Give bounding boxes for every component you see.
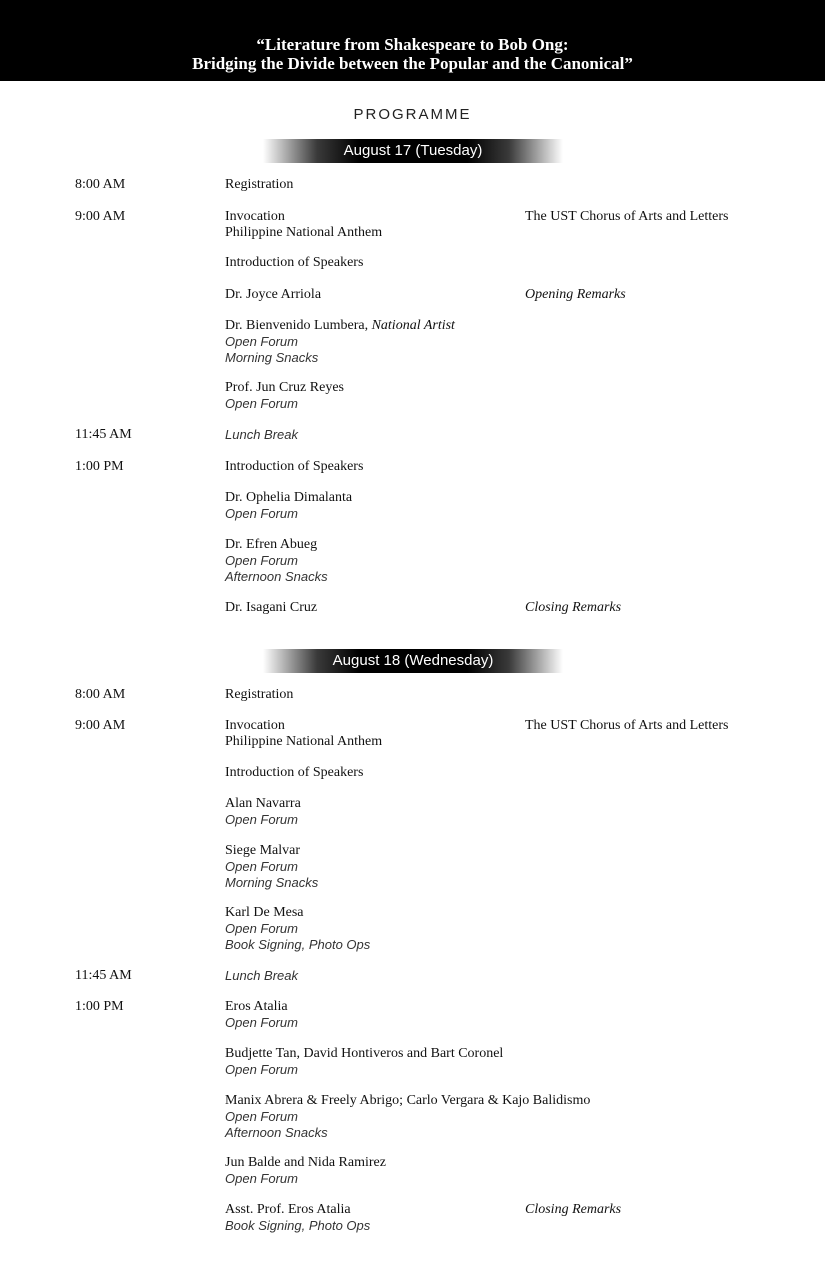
- day2-lunch-label: Lunch Break: [225, 968, 298, 983]
- day1-dimalanta-name: Dr. Ophelia Dimalanta: [225, 490, 353, 505]
- day1-registration: Registration: [225, 177, 294, 192]
- day2-demesa-name: Karl De Mesa: [225, 905, 304, 920]
- day1-lumbera-forum: Open Forum: [225, 334, 298, 349]
- day1-abueg-name: Dr. Efren Abueg: [225, 537, 318, 552]
- day1-lunch: [225, 427, 298, 443]
- day1-chorus: The UST Chorus of Arts and Letters: [525, 209, 729, 224]
- title-line-2: Bridging the Divide between the Popular and the Canonical”: [192, 54, 633, 73]
- day1-lumbera-title: National Artist: [371, 318, 455, 333]
- day2-demesa: [225, 905, 370, 952]
- day2-time-invocation: 9:00 AM: [75, 718, 126, 733]
- day2-abrera-group-names: Manix Abrera & Freely Abrigo; Carlo Vergara & Kajo Balidismo: [225, 1093, 591, 1108]
- day2-heading: August 18 (Wednesday): [263, 649, 563, 673]
- day1-reyes-forum: Open Forum: [225, 396, 298, 411]
- day2-abrera-group: [225, 1093, 590, 1140]
- day1-lumbera-name: Dr. Bienvenido Lumbera,: [225, 318, 372, 333]
- day2-demesa-signing: Book Signing, Photo Ops: [225, 936, 371, 952]
- day2-time-lunch: 11:45 AM: [75, 968, 132, 983]
- day2-atalia-forum: Open Forum: [225, 1015, 298, 1030]
- day1-heading: August 17 (Tuesday): [263, 139, 563, 163]
- day1-closing-remarks: Closing Remarks: [525, 600, 622, 615]
- day2-registration: Registration: [225, 687, 294, 702]
- day2-abrera-group-forum: Open Forum: [225, 1109, 298, 1124]
- day2-balde-ramirez: [225, 1155, 386, 1187]
- programme-heading: PROGRAMME: [353, 106, 472, 123]
- day1-abueg-forum: Open Forum: [225, 553, 298, 568]
- day2-navarra-name: Alan Navarra: [225, 796, 301, 811]
- day1-abueg: [225, 537, 328, 584]
- day2-navarra-forum: Open Forum: [225, 812, 298, 827]
- day1-reyes-name: Prof. Jun Cruz Reyes: [225, 380, 344, 395]
- day2-atalia-closing-name: Asst. Prof. Eros Atalia: [225, 1202, 351, 1217]
- day2-final-signing: Book Signing, Photo Ops: [225, 1218, 371, 1233]
- day1-time-pm: 1:00 PM: [75, 459, 124, 474]
- day2-invocation-label: Invocation: [225, 718, 285, 733]
- day1-afternoon-snacks: Afternoon Snacks: [225, 568, 328, 584]
- title-banner: [0, 0, 825, 81]
- day2-lunch: [225, 968, 298, 984]
- day2-tan-group-forum: Open Forum: [225, 1062, 298, 1077]
- day2-afternoon-snacks: Afternoon Snacks: [225, 1124, 328, 1140]
- day1-morning-snacks: Morning Snacks: [225, 349, 319, 365]
- day2-intro-speakers: Introduction of Speakers: [225, 765, 364, 780]
- day2-balde-ramirez-names: Jun Balde and Nida Ramirez: [225, 1155, 386, 1170]
- day2-malvar-forum: Open Forum: [225, 859, 298, 874]
- day2-atalia-name: Eros Atalia: [225, 999, 288, 1014]
- day1-opening-remarks: Opening Remarks: [525, 287, 626, 302]
- day2-anthem-label: Philippine National Anthem: [225, 734, 383, 749]
- day2-invocation: [225, 718, 382, 750]
- title-line-1: “Literature from Shakespeare to Bob Ong:: [256, 35, 569, 54]
- day2-balde-ramirez-forum: Open Forum: [225, 1171, 298, 1186]
- day1-reyes: [225, 380, 344, 412]
- day1-dimalanta-forum: Open Forum: [225, 506, 298, 521]
- day1-invocation-label: Invocation: [225, 209, 285, 224]
- day1-cruz: Dr. Isagani Cruz: [225, 600, 318, 615]
- day2-malvar-name: Siege Malvar: [225, 843, 301, 858]
- day1-lumbera: [225, 318, 455, 365]
- day2-closing-remarks: Closing Remarks: [525, 1202, 622, 1217]
- day2-atalia-closing: [225, 1202, 370, 1234]
- day2-time-pm: 1:00 PM: [75, 999, 124, 1014]
- day2-atalia: [225, 999, 298, 1031]
- day1-intro-speakers-am: Introduction of Speakers: [225, 255, 364, 270]
- day1-time-lunch: 11:45 AM: [75, 427, 132, 442]
- day2-tan-group: [225, 1046, 503, 1078]
- day2-demesa-forum: Open Forum: [225, 921, 298, 936]
- day1-invocation: [225, 209, 382, 241]
- day1-time-registration: 8:00 AM: [75, 177, 126, 192]
- day2-chorus: The UST Chorus of Arts and Letters: [525, 718, 729, 733]
- day2-time-registration: 8:00 AM: [75, 687, 126, 702]
- day1-time-invocation: 9:00 AM: [75, 209, 126, 224]
- day1-dimalanta: [225, 490, 352, 522]
- day1-intro-speakers-pm: Introduction of Speakers: [225, 459, 364, 474]
- day1-arriola: Dr. Joyce Arriola: [225, 287, 322, 302]
- day2-tan-group-names: Budjette Tan, David Hontiveros and Bart Coronel: [225, 1046, 504, 1061]
- day1-lunch-label: Lunch Break: [225, 427, 298, 442]
- day1-anthem-label: Philippine National Anthem: [225, 225, 383, 240]
- day2-morning-snacks: Morning Snacks: [225, 874, 319, 890]
- day2-navarra: [225, 796, 301, 828]
- day2-malvar: [225, 843, 318, 890]
